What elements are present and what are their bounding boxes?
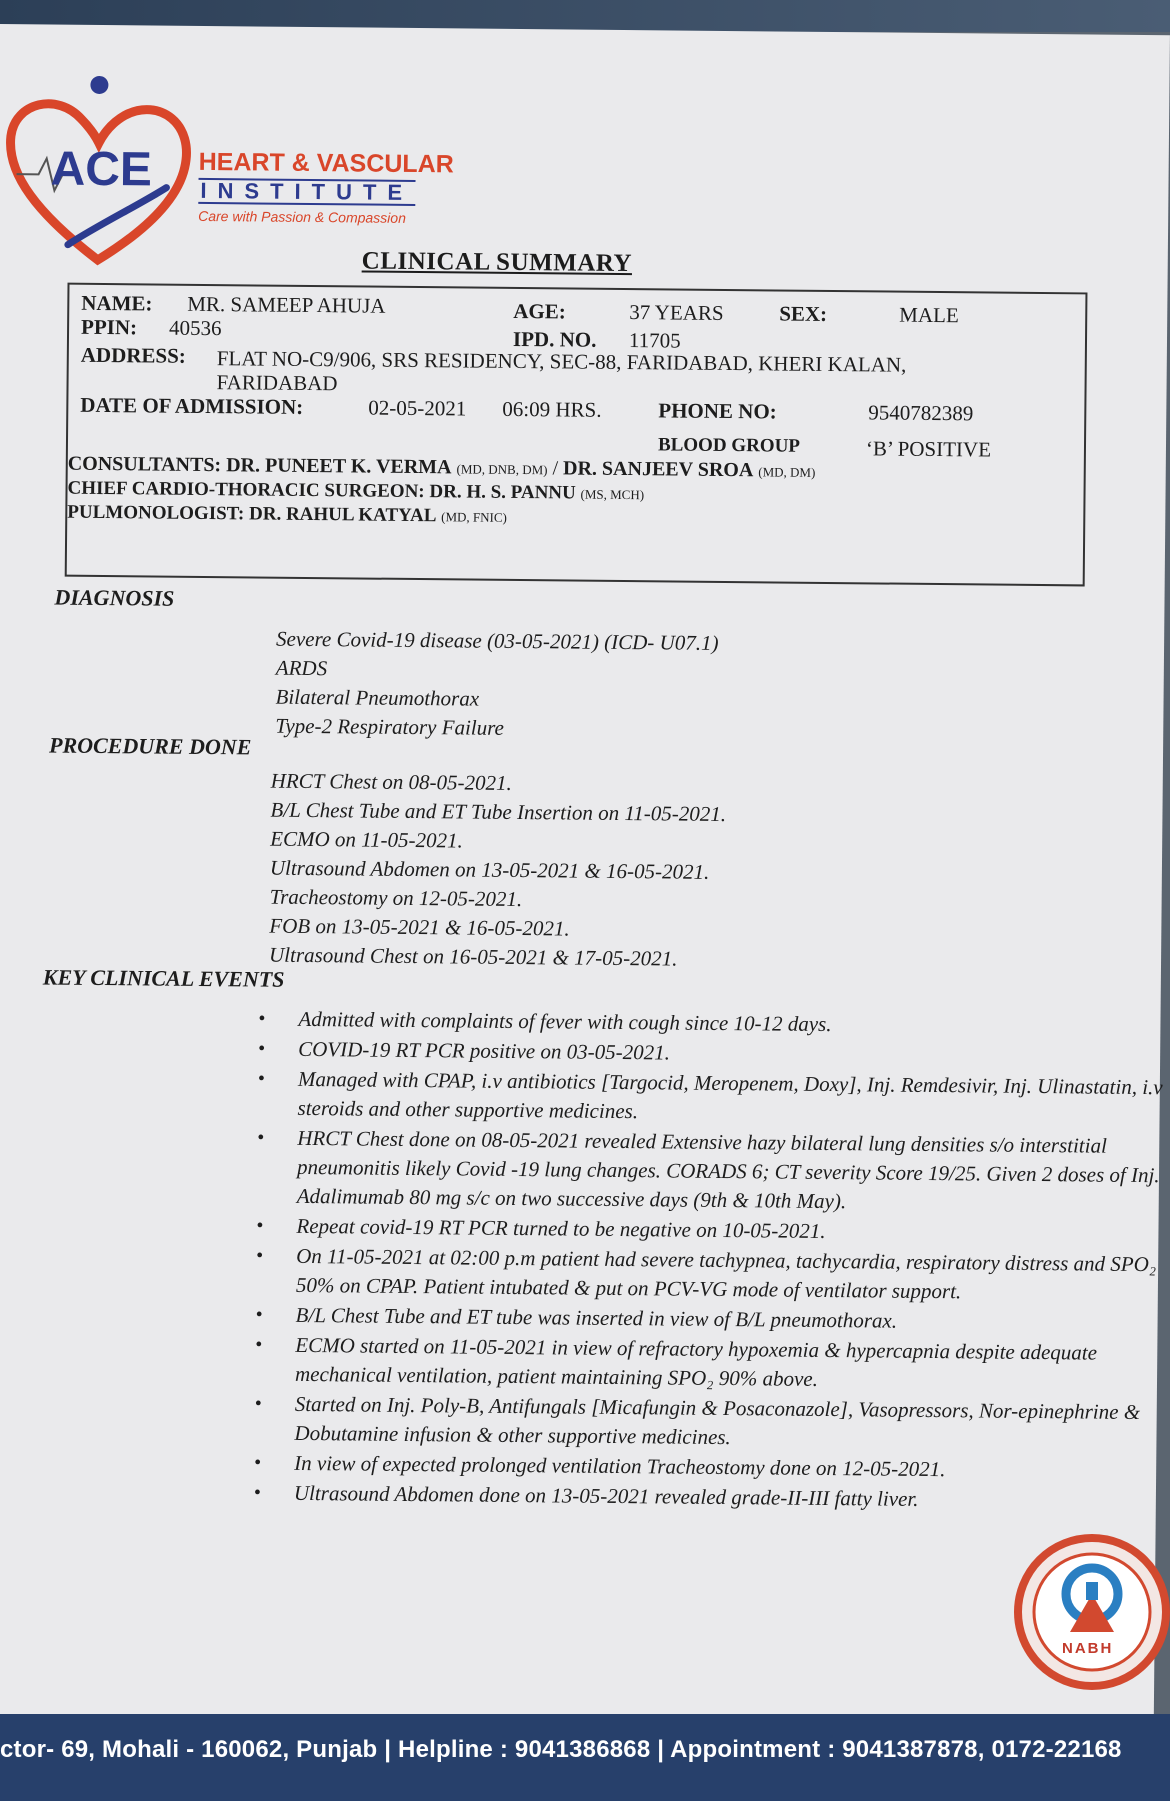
surgeon-line bbox=[67, 478, 644, 506]
event-text: Started on Inj. Poly-B, Antifungals [Micafungin & Posaconazole], Vasopressors, Nor-epinephrine & Dobutamine infusion & other supportive medicines. bbox=[294, 1391, 1141, 1450]
event-text: In view of expected prolonged ventilation Tracheostomy done on 12-05-2021. bbox=[294, 1450, 946, 1482]
ipd-value: 11705 bbox=[628, 328, 681, 353]
event-text: On 11-05-2021 at 02:00 p.m patient had severe tachypnea, tachycardia, respiratory distress and SPO₂ 50% on CPAP. Patient intubated & put on PCV-VG mode of ventilator support. bbox=[295, 1243, 1157, 1304]
consultant-1-degree: (MD, DNB, DM) bbox=[456, 461, 548, 478]
list-item bbox=[256, 1242, 1170, 1309]
event-text: B/L Chest Tube and ET tube was inserted in view of B/L pneumothorax. bbox=[295, 1302, 898, 1333]
ppin-value: 40536 bbox=[168, 315, 222, 341]
bullet-icon: • bbox=[255, 1303, 263, 1326]
diagnosis-item: Type-2 Respiratory Failure bbox=[275, 713, 505, 740]
event-text: COVID-19 RT PCR positive on 03-05-2021. bbox=[298, 1036, 671, 1065]
phone-label: PHONE NO: bbox=[658, 398, 777, 424]
document-page bbox=[0, 24, 1170, 1735]
pulmonologist-label: PULMONOLOGIST: bbox=[67, 501, 245, 525]
sex-value: MALE bbox=[899, 302, 959, 328]
admission-date: 02-05-2021 bbox=[368, 395, 467, 421]
bullet-icon: • bbox=[257, 1067, 266, 1090]
diagnosis-item: Severe Covid-19 disease (03-05-2021) (ICD- U07.1) bbox=[275, 626, 719, 655]
logo-wordmark bbox=[198, 148, 454, 228]
sex-label: SEX: bbox=[779, 301, 828, 326]
procedure-item: Tracheostomy on 12-05-2021. bbox=[269, 884, 523, 912]
pulmonologist-name: DR. RAHUL KATYAL bbox=[248, 503, 437, 527]
page-title: CLINICAL SUMMARY bbox=[361, 247, 633, 278]
bullet-icon: • bbox=[255, 1333, 263, 1356]
event-text: ECMO started on 11-05-2021 in view of refractory hypoxemia & hypercapnia despite adequate mechanical ventilation, patient maintaining SPO₂ 90% above. bbox=[294, 1332, 1098, 1391]
bullet-icon: • bbox=[254, 1392, 262, 1415]
procedure-item: HRCT Chest on 08-05-2021. bbox=[270, 768, 512, 795]
event-text: Admitted with complaints of fever with cough since 10-12 days. bbox=[298, 1006, 832, 1037]
key-events-list bbox=[254, 1005, 1170, 1518]
procedure-item: Ultrasound Chest on 16-05-2021 & 17-05-2021. bbox=[268, 942, 678, 971]
address-line-1: FLAT NO-C9/906, SRS RESIDENCY, SEC-88, FARIDABAD, KHERI KALAN, bbox=[216, 346, 907, 377]
logo-mark: ACE bbox=[50, 142, 153, 197]
list-item bbox=[257, 1065, 1170, 1132]
logo-line-2: INSTITUTE bbox=[198, 178, 415, 206]
surgeon-label: CHIEF CARDIO-THORACIC SURGEON: bbox=[67, 477, 425, 503]
admission-label: DATE OF ADMISSION: bbox=[80, 392, 304, 419]
ipd-label: IPD. NO. bbox=[512, 326, 597, 352]
consultant-2-degree: (MD, DM) bbox=[758, 464, 816, 480]
consultant-2: DR. SANJEEV SROA bbox=[562, 457, 754, 482]
footer-contact-text: ctor- 69, Mohali - 160062, Punjab | Helpline : 9041386868 | Appointment : 9041387878, 0172-22168 bbox=[0, 1736, 1122, 1763]
bullet-icon: • bbox=[256, 1244, 264, 1267]
logo-line-1: HEART & VASCULAR bbox=[198, 147, 454, 179]
logo-tagline: Care with Passion & Compassion bbox=[198, 207, 406, 226]
age-value: 37 YEARS bbox=[629, 300, 724, 325]
bullet-icon: • bbox=[254, 1451, 262, 1474]
event-text: Ultrasound Abdomen done on 13-05-2021 revealed grade-II-III fatty liver. bbox=[293, 1480, 919, 1511]
event-text: HRCT Chest done on 08-05-2021 revealed Extensive hazy bilateral lung densities s/o interstitial pneumonitis likely Covid -19 lung changes. CORADS 6; CT severity Score 19/25. Given 2 doses of Inj. Adalimumab 80 mg s/c on two successive days (9th & 10th May). bbox=[296, 1125, 1160, 1214]
procedure-item: ECMO on 11-05-2021. bbox=[270, 826, 463, 853]
consultant-1: DR. PUNEET K. VERMA bbox=[226, 454, 452, 479]
bullet-icon: • bbox=[258, 1007, 266, 1030]
footer-band bbox=[0, 1714, 1170, 1801]
patient-info-box bbox=[65, 283, 1088, 587]
diagnosis-item: Bilateral Pneumothorax bbox=[275, 684, 480, 711]
consultants-line: CONSULTANTS: DR. PUNEET K. VERMA (MD, DNB, DM) / DR. SANJEEV SROA (MD, DM) bbox=[67, 452, 816, 482]
name-label: NAME: bbox=[81, 290, 153, 316]
age-label: AGE: bbox=[513, 298, 566, 324]
surgeon-degree: (MS, MCH) bbox=[580, 486, 645, 503]
patient-name: MR. SAMEEP AHUJA bbox=[187, 291, 386, 318]
bullet-icon: • bbox=[256, 1214, 264, 1237]
pulmonologist-degree: (MD, FNIC) bbox=[441, 509, 507, 525]
bullet-icon: • bbox=[253, 1481, 262, 1504]
consultants-label: CONSULTANTS: bbox=[67, 452, 222, 477]
phone-value: 9540782389 bbox=[868, 400, 974, 426]
ppin-label: PPIN: bbox=[80, 314, 138, 340]
diagnosis-heading: DIAGNOSIS bbox=[54, 584, 175, 611]
address-label: ADDRESS: bbox=[80, 342, 186, 368]
surgeon-name: DR. H. S. PANNU bbox=[429, 481, 576, 504]
bullet-icon: • bbox=[258, 1037, 266, 1060]
list-item bbox=[255, 1331, 1170, 1398]
procedure-heading: PROCEDURE DONE bbox=[48, 732, 252, 760]
admission-time: 06:09 HRS. bbox=[502, 396, 602, 422]
bullet-icon: • bbox=[257, 1126, 265, 1149]
pulmonologist-line bbox=[67, 502, 507, 528]
diagnosis-item: ARDS bbox=[275, 655, 328, 681]
procedure-item: FOB on 13-05-2021 & 16-05-2021. bbox=[269, 913, 570, 941]
blood-group-value: ‘B’ POSITIVE bbox=[865, 436, 992, 462]
procedure-item: Ultrasound Abdomen on 13-05-2021 & 16-05-2021. bbox=[269, 855, 710, 884]
list-item bbox=[257, 1124, 1170, 1220]
nabh-stamp-label: NABH bbox=[1062, 1640, 1114, 1657]
nabh-stamp-icon bbox=[1012, 1532, 1170, 1692]
list-item bbox=[254, 1390, 1170, 1457]
event-text: Managed with CPAP, i.v antibiotics [Targocid, Meropenem, Doxy], Inj. Remdesivir, Inj. Ulinastatin, i.v steroids and other supportive medicines. bbox=[297, 1066, 1163, 1124]
event-text: Repeat covid-19 RT PCR turned to be negative on 10-05-2021. bbox=[296, 1213, 826, 1243]
blood-group-label: BLOOD GROUP bbox=[657, 434, 801, 457]
procedure-item: B/L Chest Tube and ET Tube Insertion on 11-05-2021. bbox=[270, 797, 727, 827]
key-events-heading: KEY CLINICAL EVENTS bbox=[42, 964, 285, 992]
heart-logo-icon bbox=[0, 74, 200, 276]
address-line-2: FARIDABAD bbox=[216, 370, 338, 396]
